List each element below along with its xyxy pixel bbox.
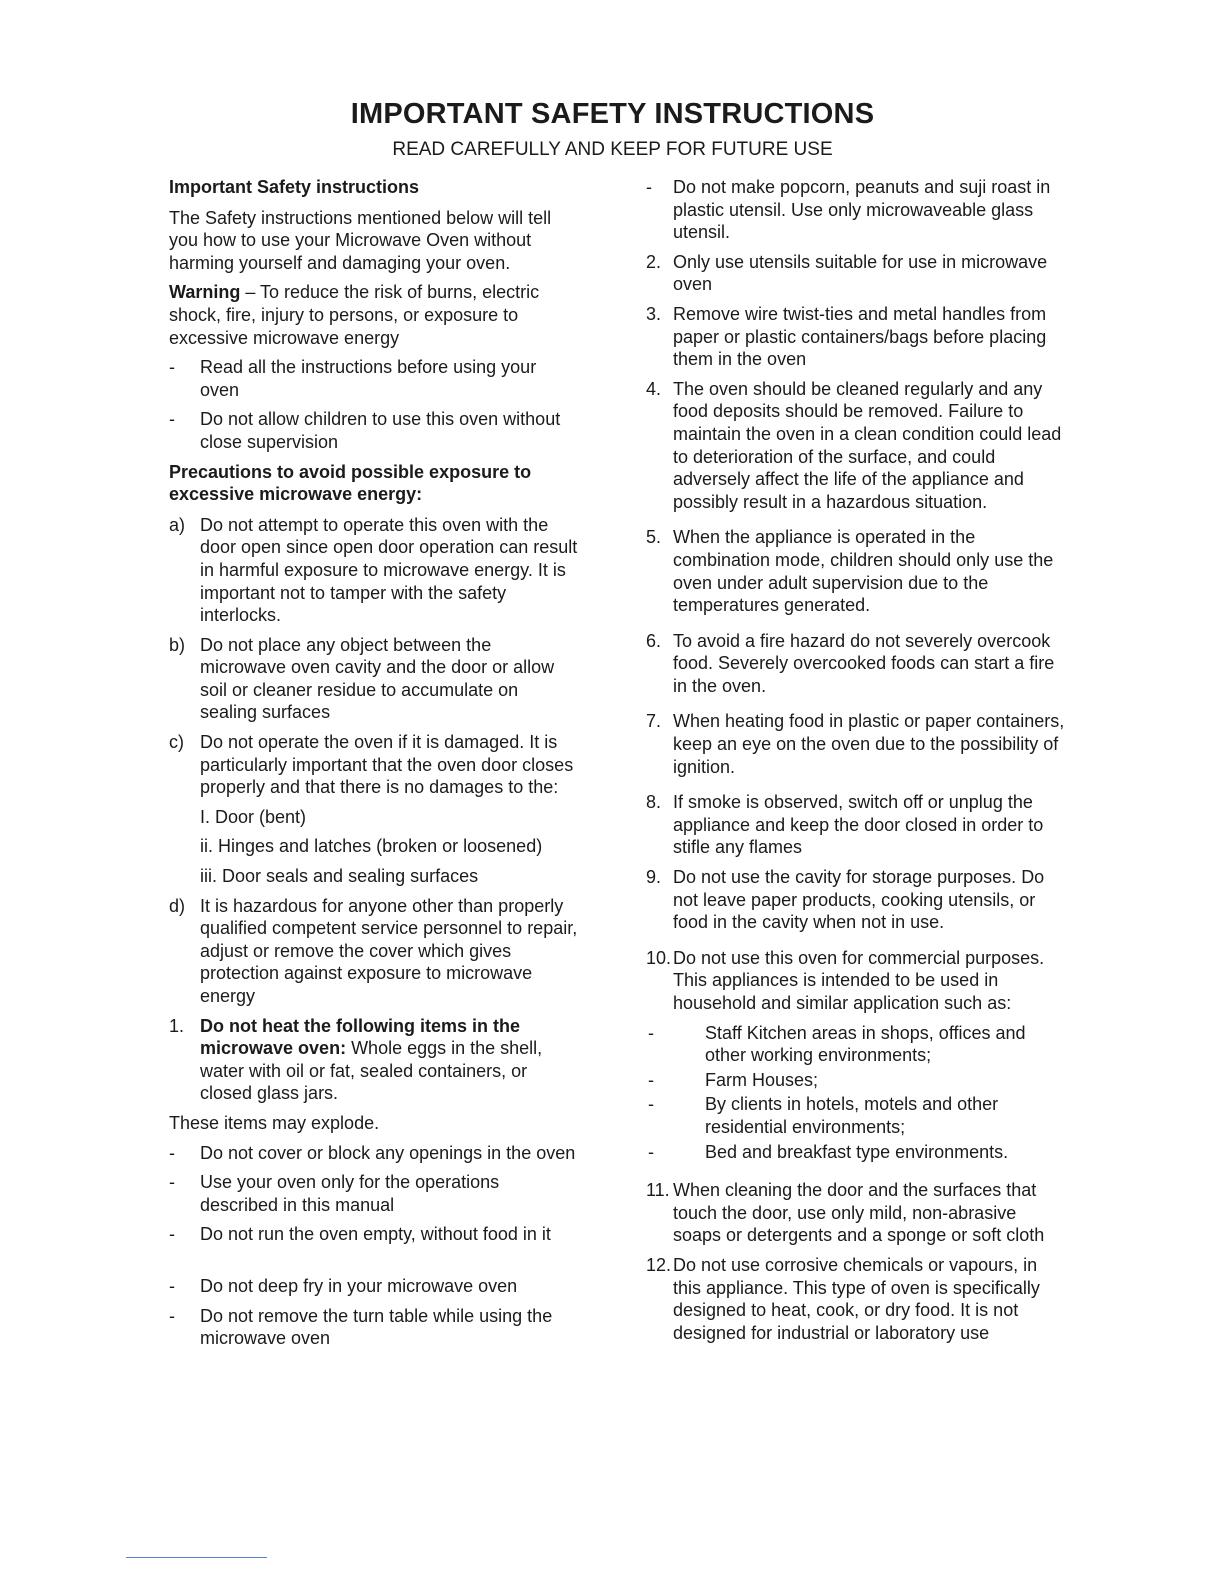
spacer xyxy=(646,1165,1066,1179)
list-marker: 6. xyxy=(646,630,662,651)
dash-marker: - xyxy=(648,1022,654,1043)
list-marker: 8. xyxy=(646,792,662,813)
list-marker: 12. xyxy=(646,1254,672,1275)
list-marker: 5. xyxy=(646,527,662,548)
sub-item-text: By clients in hotels, motels and other residential environments; xyxy=(705,1094,999,1137)
list-item-text: Do not attempt to operate this oven with the door open since open door operation can result in harmful exposure to microwave energy. It is important not to tamper with the safety interlocks. xyxy=(200,514,578,626)
dash-marker: - xyxy=(169,1172,175,1193)
sub-list-item xyxy=(646,1093,1066,1138)
page-subtitle: READ CAREFULLY AND KEEP FOR FUTURE USE xyxy=(392,139,833,160)
footer-rule xyxy=(126,1557,267,1558)
list-item-text: Do not cover or block any openings in the oven xyxy=(200,1142,576,1163)
list-item-text: Do not remove the turn table while using the microwave oven xyxy=(200,1305,553,1349)
dash-marker: - xyxy=(169,1224,175,1245)
roman-item: iii. Door seals and sealing surfaces xyxy=(200,866,479,887)
list-item-text: Do not use the cavity for storage purposes. Do not leave paper products, cooking utensils, or food in the cavity when not in use. xyxy=(673,867,1045,933)
sub-list-item xyxy=(646,1022,1066,1067)
list-item xyxy=(169,895,579,1008)
warning-label: Warning xyxy=(169,282,241,303)
dash-marker: - xyxy=(169,1305,175,1326)
dash-marker: - xyxy=(648,1094,654,1115)
list-item-text: Only use utensils suitable for use in microwave oven xyxy=(673,251,1048,295)
list-marker: 3. xyxy=(646,303,662,324)
sub-list-item xyxy=(646,1069,1066,1092)
list-item-text: When cleaning the door and the surfaces that touch the door, use only mild, non-abrasive soaps or detergents and a sponge or soft cloth xyxy=(673,1180,1045,1246)
list-item xyxy=(646,947,1066,1015)
right-column xyxy=(646,176,1066,1351)
list-item-text: To avoid a fire hazard do not severely overcook food. Severely overcooked foods can start a fire in the oven. xyxy=(673,630,1055,696)
list-item-text: Do not use this oven for commercial purposes. This appliances is intended to be used in household and similar application such as: xyxy=(673,947,1045,1013)
list-item xyxy=(169,1015,579,1105)
explode-note: These items may explode. xyxy=(169,1112,380,1133)
list-item xyxy=(169,1223,579,1246)
spacer xyxy=(169,1253,579,1275)
roman-item: I. Door (bent) xyxy=(200,806,307,827)
list-item-text: Remove wire twist-ties and metal handles from paper or plastic containers/bags before placing them in the oven xyxy=(673,303,1047,370)
dash-marker: - xyxy=(646,177,652,197)
list-item-text: Use your oven only for the operations described in this manual xyxy=(200,1172,500,1215)
list-item xyxy=(646,710,1066,778)
list-item-text: When the appliance is operated in the combination mode, children should only use the oven under adult supervision due to the temperatures generated. xyxy=(673,527,1054,616)
list-marker: 2. xyxy=(646,251,662,272)
dash-marker: - xyxy=(169,409,175,430)
item-text: Whole eggs in the shell, water with oil or fat, sealed containers, or closed glass jars. xyxy=(200,1038,543,1104)
list-item-text: Do not operate the oven if it is damaged. It is particularly important that the oven door closes properly and that there is no damages to the: xyxy=(200,732,574,798)
list-item-text: Do not place any object between the microwave oven cavity and the door or allow soil or cleaner residue to accumulate on sealing surfaces xyxy=(200,634,555,723)
list-marker: 4. xyxy=(646,378,662,399)
list-item xyxy=(646,378,1066,514)
roman-item: ii. Hinges and latches (broken or loosened) xyxy=(200,836,543,857)
list-item xyxy=(169,634,579,724)
list-item-text: Do not run the oven empty, without food in it xyxy=(200,1224,551,1245)
list-item xyxy=(646,630,1066,698)
dash-marker: - xyxy=(169,357,175,378)
warning-paragraph xyxy=(169,281,579,349)
list-item xyxy=(646,526,1066,616)
dash-marker: - xyxy=(169,1275,175,1296)
sub-item-text: Staff Kitchen areas in shops, offices and other working environments; xyxy=(705,1022,1026,1066)
warning-text: – To reduce the risk of burns, electric shock, fire, injury to persons, or exposure to excessive microwave energy xyxy=(169,282,540,348)
list-marker: d) xyxy=(169,895,186,916)
dash-marker: - xyxy=(169,1142,175,1163)
list-marker: c) xyxy=(169,732,184,753)
list-item-text: The oven should be cleaned regularly and any food deposits should be removed. Failure to maintain the oven in a clean condition could lead to deterioration of the surface, and could adversely affect the life of the appliance and possibly result in a hazardous situation. xyxy=(673,378,1062,512)
dash-marker: - xyxy=(648,1069,654,1090)
precautions-heading: Precautions to avoid possible exposure to excessive microwave energy: xyxy=(169,461,532,505)
left-column xyxy=(169,176,579,1357)
list-marker: 7. xyxy=(646,711,662,732)
list-item xyxy=(646,1179,1066,1247)
list-item xyxy=(169,408,579,453)
item-bold-text: Do not heat the following items in the microwave oven: xyxy=(200,1015,520,1059)
list-item xyxy=(646,791,1066,859)
list-item xyxy=(646,866,1066,934)
list-item-text: Do not deep fry in your microwave oven xyxy=(200,1275,518,1296)
list-item xyxy=(169,1171,579,1216)
list-item xyxy=(646,303,1066,371)
list-item-text: Do not allow children to use this oven without close supervision xyxy=(200,409,561,452)
list-item xyxy=(169,1142,579,1165)
list-item-text: If smoke is observed, switch off or unplug the appliance and keep the door closed in order to stifle any flames xyxy=(673,792,1044,858)
list-item xyxy=(169,1275,579,1298)
list-item-text: Do not use corrosive chemicals or vapours, in this appliance. This type of oven is specifically designed to heat, cook, or dry food. It is not designed for industrial or laboratory use xyxy=(673,1254,1040,1343)
dash-marker: - xyxy=(648,1141,654,1162)
list-marker: 11. xyxy=(646,1180,670,1201)
list-item xyxy=(169,731,579,799)
intro-paragraph: The Safety instructions mentioned below will tell you how to use your Microwave Oven without harming yourself and damaging your oven. xyxy=(169,207,552,273)
sub-item-text: Bed and breakfast type environments. xyxy=(705,1141,1009,1162)
list-marker: 1. xyxy=(169,1015,185,1036)
list-marker: 10. xyxy=(646,947,672,968)
list-item xyxy=(169,514,579,627)
list-item-text xyxy=(200,1015,579,1105)
list-marker: a) xyxy=(169,514,186,535)
list-item-text: It is hazardous for anyone other than properly qualified competent service personnel to repair, adjust or remove the cover which gives protection against exposure to microwave energy xyxy=(200,895,578,1006)
list-item xyxy=(646,1254,1066,1344)
list-item xyxy=(646,251,1066,296)
list-item xyxy=(646,176,1066,244)
page-title: IMPORTANT SAFETY INSTRUCTIONS xyxy=(350,98,875,130)
list-marker: 9. xyxy=(646,867,662,888)
list-marker: b) xyxy=(169,634,186,655)
list-item xyxy=(169,356,579,401)
list-item-text: Do not make popcorn, peanuts and suji roast in plastic utensil. Use only microwaveable glass utensil. xyxy=(673,177,1051,243)
sub-list-item xyxy=(646,1141,1066,1164)
sub-item-text: Farm Houses; xyxy=(705,1069,819,1090)
list-item xyxy=(169,1305,579,1350)
list-item-text: Read all the instructions before using your oven xyxy=(200,357,537,400)
list-item-text: When heating food in plastic or paper containers, keep an eye on the oven due to the possibility of ignition. xyxy=(673,711,1065,777)
section-heading: Important Safety instructions xyxy=(169,177,420,197)
